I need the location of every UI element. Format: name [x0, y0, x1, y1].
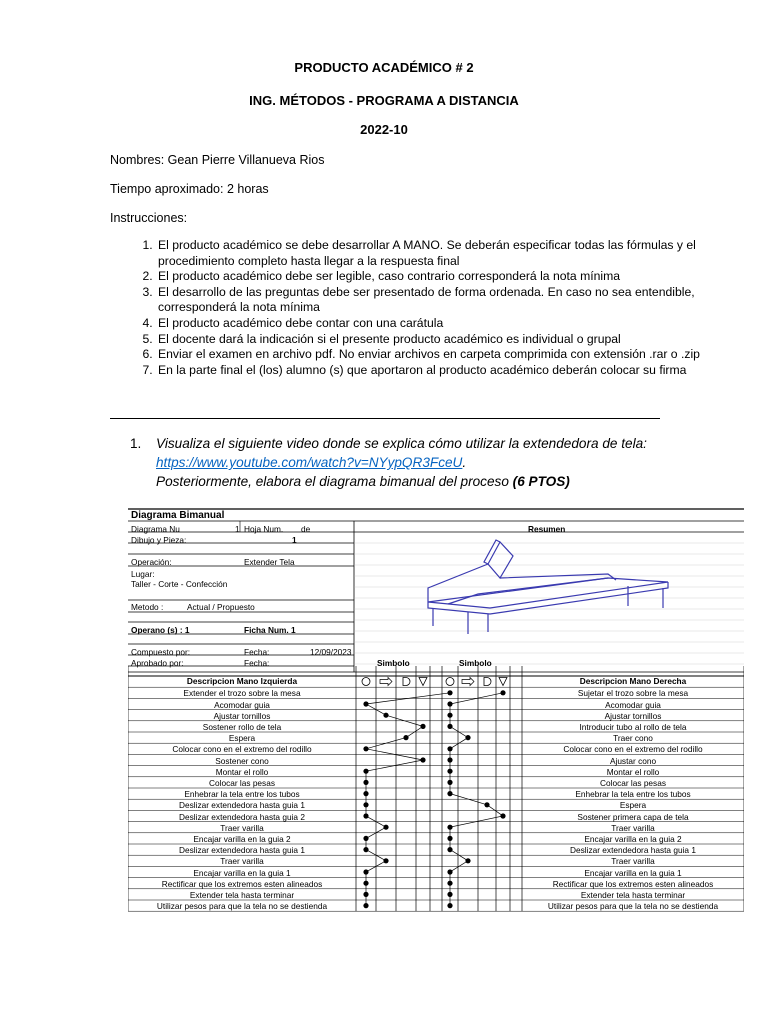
lugar-value: Taller - Corte - Confección: [131, 579, 228, 589]
right-hand-dot: [465, 858, 470, 863]
left-hand-dot: [363, 903, 368, 908]
instruction-item: 7. En la parte final el (los) alumno (s) que aportaron al producto académico deberán colocar su firma: [156, 363, 716, 379]
left-step: Encajar varilla en la guia 2: [193, 834, 291, 844]
fecha-value: 12/09/2023: [310, 647, 352, 657]
left-hand-dot: [363, 769, 368, 774]
left-step: Utilizar pesos para que la tela no se destienda: [156, 901, 328, 912]
hoja-de: de: [301, 524, 311, 534]
question-text: Visualiza el siguiente video donde se explica cómo utilizar la extendedora de tela:: [156, 436, 647, 451]
right-step: Colocar cono en el extremo del rodillo: [563, 744, 703, 755]
left-step: Colocar cono en el extremo del rodillo: [172, 744, 312, 755]
left-hand-dot: [363, 892, 368, 897]
diagrama-value: 1: [235, 524, 240, 534]
right-step: Ajustar tornillos: [604, 710, 662, 721]
delay-d-icon: [484, 678, 491, 686]
instruction-item: 1. El producto académico se debe desarrollar A MANO. Se deberán especificar todas las fórmulas y el procedimiento completo hasta llegar a la respuesta final: [156, 238, 716, 269]
right-step: Espera: [619, 800, 647, 811]
operacion-label: Operación:: [131, 557, 172, 567]
right-step: Utilizar pesos para que la tela no se destienda: [547, 901, 719, 912]
diagrama-label: Diagrama Nu: [131, 524, 180, 534]
resumen-label: Resumen: [528, 524, 566, 534]
left-hand-dot: [420, 757, 425, 762]
instruction-item: 2. El producto académico debe ser legible, caso contrario corresponderá la nota mínima: [156, 269, 716, 285]
right-hand-dot: [484, 802, 489, 807]
instruction-item: 3. El desarrollo de las preguntas debe ser presentado de forma ordenada. En caso no sea entendible, corresponderá la nota mínima: [156, 285, 716, 316]
dibujo-label: Dibujo y Pieza:: [131, 535, 187, 545]
left-hand-dot: [363, 802, 368, 807]
left-hand-dot: [363, 869, 368, 874]
compuesto-label: Compuesto por:: [131, 647, 191, 657]
instructions-label: Instrucciones:: [110, 211, 188, 225]
left-step: Sostener rollo de tela: [202, 722, 282, 732]
right-step: Rectificar que los extremos esten alineados: [552, 878, 714, 889]
left-hand-dot: [363, 780, 368, 785]
metodo-value: Actual / Propuesto: [187, 602, 255, 612]
left-hand-dot: [383, 825, 388, 830]
left-hand-dot: [383, 858, 388, 863]
left-step: Extender el trozo sobre la mesa: [183, 688, 301, 699]
left-step: Encajar varilla en la guia 1: [193, 867, 291, 878]
right-step: Montar el rollo: [606, 766, 660, 777]
right-hand-dot: [447, 836, 452, 841]
right-hand-dot: [447, 713, 452, 718]
right-step: Introducir tubo al rollo de tela: [579, 722, 687, 732]
right-hand-dot: [447, 892, 452, 897]
instruction-item: 6. Enviar el examen en archivo pdf. No enviar archivos en carpeta comprimida con extensión .rar o .zip: [156, 347, 716, 363]
right-hand-dot: [447, 769, 452, 774]
right-hand-dot: [447, 869, 452, 874]
operation-circle-icon: [446, 678, 454, 686]
instruction-item: 5. El docente dará la indicación si el presente producto académico es individual o grupal: [156, 332, 716, 348]
left-step: Deslizar extendedora hasta guia 1: [179, 845, 305, 856]
right-hand-dot: [500, 690, 505, 695]
right-step: Traer varilla: [611, 822, 655, 833]
right-hand-dot: [447, 701, 452, 706]
left-hand-dot: [383, 713, 388, 718]
right-hand-dot: [447, 903, 452, 908]
dibujo-value: 1: [292, 535, 297, 545]
right-step: Extender tela hasta terminar: [580, 890, 686, 900]
operacion-value: Extender Tela: [244, 557, 295, 567]
question-number: 1.: [130, 436, 142, 451]
metodo-label: Metodo :: [131, 602, 164, 612]
left-step: Colocar las pesas: [209, 778, 275, 788]
video-link[interactable]: https://www.youtube.com/watch?v=NYypQR3FceU: [156, 455, 463, 470]
left-hand-dot: [363, 847, 368, 852]
right-hand-dot: [447, 847, 452, 852]
simbolo-right: Simbolo: [459, 658, 492, 668]
left-step: Traer varilla: [220, 856, 264, 867]
transport-arrow-icon: [462, 678, 474, 686]
diagram-title: Diagrama Bimanual: [131, 510, 225, 521]
bimanual-diagram: [128, 508, 744, 914]
document-subtitle: ING. MÉTODOS - PROGRAMA A DISTANCIA: [249, 93, 519, 108]
right-step: Encajar varilla en la guia 1: [584, 867, 682, 878]
storage-triangle-icon: [499, 678, 507, 686]
document-period: 2022-10: [360, 122, 408, 137]
right-step: Traer cono: [613, 733, 653, 744]
left-hand-dot: [363, 881, 368, 886]
right-hand-dot: [447, 881, 452, 886]
left-step: Ajustar tornillos: [213, 710, 271, 721]
fecha-label: Fecha:: [244, 647, 270, 657]
right-step: Sujetar el trozo sobre la mesa: [577, 688, 689, 699]
delay-d-icon: [403, 678, 410, 686]
left-hand-dot: [363, 701, 368, 706]
right-hand-dot: [447, 791, 452, 796]
right-step: Traer varilla: [611, 856, 655, 867]
left-hand-dot: [403, 735, 408, 740]
roller-end: [484, 540, 500, 564]
right-step: Sostener primera capa de tela: [577, 811, 689, 822]
simbolo-left: Simbolo: [377, 658, 410, 668]
right-step: Encajar varilla en la guia 2: [584, 834, 682, 844]
left-step: Enhebrar la tela entre los tubos: [184, 789, 300, 800]
aprobado-label: Aprobado por:: [131, 658, 184, 668]
right-hand-dot: [447, 746, 452, 751]
right-step: Ajustar cono: [609, 755, 657, 766]
question-1: [130, 434, 650, 491]
left-step: Montar el rollo: [215, 766, 269, 777]
left-step: Deslizar extendedora hasta guia 2: [179, 811, 305, 822]
document-title: PRODUCTO ACADÉMICO # 2: [294, 60, 474, 75]
instruction-item: 4. El producto académico debe contar con una carátula: [156, 316, 716, 332]
operation-circle-icon: [362, 678, 370, 686]
right-hand-dot: [447, 825, 452, 830]
right-hand-dot: [500, 813, 505, 818]
left-hand-dot: [363, 836, 368, 841]
left-hand-dot: [447, 690, 452, 695]
left-step: Acomodar guia: [214, 699, 270, 710]
right-step: Acomodar guia: [605, 699, 661, 710]
question-instruction: Posteriormente, elabora el diagrama bimanual del proceso: [156, 474, 513, 489]
left-step: Deslizar extendedora hasta guia 1: [179, 800, 305, 811]
ficha-label: Ficha Num. 1: [244, 625, 296, 635]
left-hand-dot: [363, 791, 368, 796]
right-hand-dot: [447, 757, 452, 762]
fecha2-label: Fecha:: [244, 658, 270, 668]
left-step: Traer varilla: [220, 822, 264, 833]
transport-arrow-icon: [380, 678, 392, 686]
storage-triangle-icon: [419, 678, 427, 686]
operario-label: Operano (s) : 1: [131, 625, 190, 635]
left-step: Sostener cono: [215, 755, 269, 766]
divider: [110, 418, 660, 419]
right-step: Enhebrar la tela entre los tubos: [575, 789, 691, 800]
time-estimate: Tiempo aproximado: 2 horas: [110, 182, 269, 196]
left-step: Espera: [228, 733, 256, 744]
instructions-list: [110, 238, 716, 378]
question-points: (6 PTOS): [512, 474, 570, 489]
desc-left-header: Descripcion Mano Izquierda: [186, 676, 298, 686]
right-hand-dot: [447, 780, 452, 785]
link-suffix: .: [462, 455, 467, 470]
right-hand-dot: [465, 735, 470, 740]
left-step: Extender tela hasta terminar: [189, 890, 295, 900]
left-step: Rectificar que los extremos esten alineados: [161, 878, 323, 889]
left-hand-dot: [420, 724, 425, 729]
right-step: Colocar las pesas: [600, 778, 666, 788]
desc-right-header: Descripcion Mano Derecha: [579, 676, 687, 686]
lugar-label: Lugar:: [131, 569, 155, 579]
right-step: Deslizar extendedora hasta guia 1: [570, 845, 696, 856]
left-hand-dot: [363, 813, 368, 818]
right-hand-dot: [447, 724, 452, 729]
left-hand-dot: [363, 746, 368, 751]
frame-arm: [428, 564, 488, 602]
hoja-label: Hoja Num.: [244, 524, 284, 534]
student-name: Nombres: Gean Pierre Villanueva Rios: [110, 153, 325, 167]
